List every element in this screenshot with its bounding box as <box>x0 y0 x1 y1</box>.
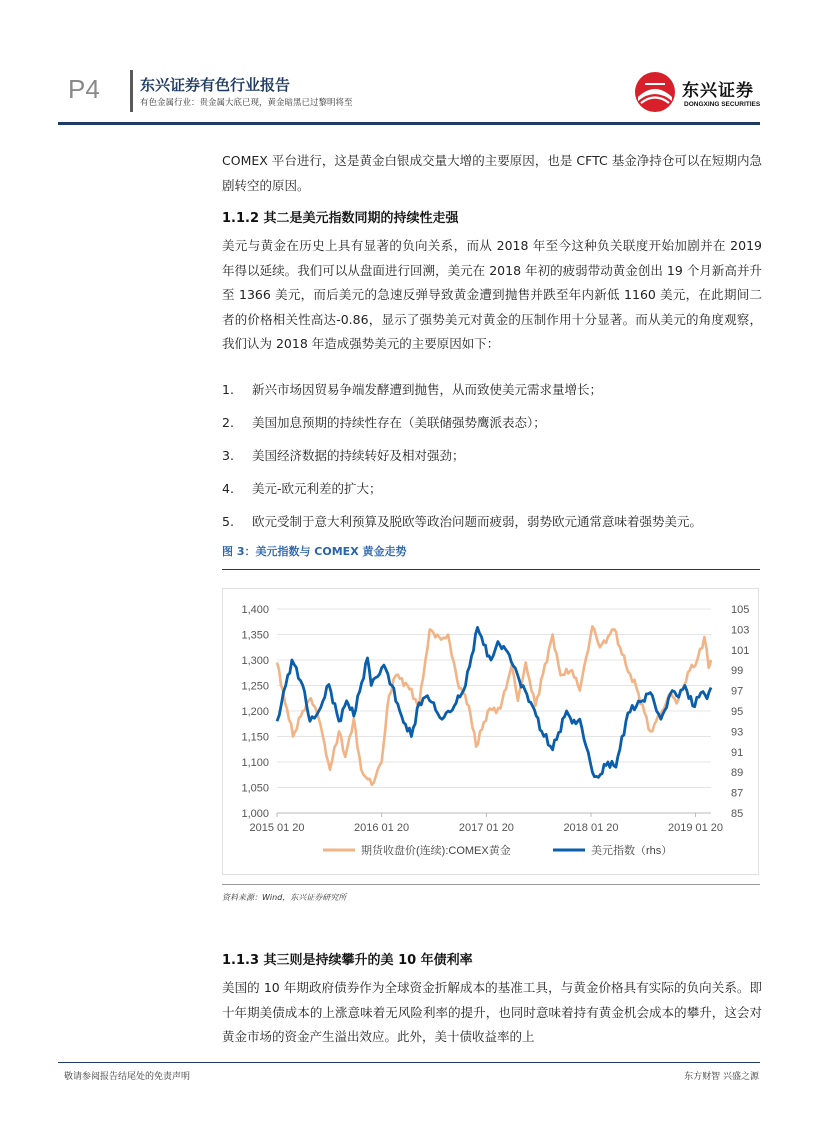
report-title: 东兴证券有色行业报告 <box>140 76 291 94</box>
list-item-text: 欧元受制于意大利预算及脱欧等政治问题而疲弱，弱势欧元通常意味着强势美元。 <box>252 514 703 529</box>
footer-disclaimer: 敬请参阅报告结尾处的免责声明 <box>64 1072 191 1082</box>
y-left-tick-label: 1,350 <box>241 629 269 642</box>
list-item-text: 美元-欧元利差的扩大； <box>252 481 382 496</box>
legend-label: 美元指数（rhs） <box>591 845 673 857</box>
x-tick-label: 2018 01 20 <box>563 822 619 834</box>
y-left-tick-label: 1,250 <box>241 680 269 693</box>
y-right-tick-label: 91 <box>731 746 744 759</box>
list-item-number: 4. <box>222 481 234 496</box>
list-item-number: 5. <box>222 514 234 529</box>
list-item-number: 3. <box>222 448 234 463</box>
dongxing-logo-icon <box>632 70 678 114</box>
y-left-tick-label: 1,200 <box>241 706 269 718</box>
list-item <box>222 512 767 530</box>
series-line <box>277 627 711 777</box>
usd-index-vs-gold-chart <box>223 589 758 874</box>
y-right-tick-label: 105 <box>731 604 750 616</box>
section-1-1-2-paragraph: 美元与黄金在历史上具有显著的负向关系，而从 2018 年至今这种负关联度开始加剧并在 2019 年得以延续。我们可以从盘面进行回溯，美元在 2018 年初的疲弱带动黄金创出 19 个月新高并升至 1366 美元，而后美元的急速反弹导致黄金遭到抛售并跌至年内新低 1160 美元，在此期间二者的价格相关性高达-0.86，显示了强势美元对黄金的压制作用十分显著。而从美元的角度观察，我们认为 2018 年造成强势美元的主要原因如下： <box>222 238 762 351</box>
section-heading-1-1-3: 1.1.3 其三则是持续攀升的美 10 年债利率 <box>222 953 473 968</box>
list-item-text: 美国加息预期的持续性存在（美联储强势鹰派表态）； <box>252 415 546 430</box>
section-1-1-3-paragraph: 美国的 10 年期政府债券作为全球资金折解成本的基准工具，与黄金价格具有实际的负向关系。即十年期美债成本的上涨意味着无风险利率的提升，也同时意味着持有黄金机会成本的攀升，这会对黄金市场的资金产生溢出效应。此外，美十债收益率的上 <box>222 980 762 1044</box>
y-right-tick-label: 101 <box>731 644 750 657</box>
x-tick-label: 2015 01 20 <box>249 822 305 834</box>
header-divider <box>130 70 133 112</box>
y-left-tick-label: 1,000 <box>241 808 269 820</box>
y-right-tick-label: 89 <box>731 767 744 780</box>
y-right-tick-label: 93 <box>731 726 744 739</box>
list-item <box>222 479 767 497</box>
logo-english-name: DONGXING SECURITIES <box>684 101 761 108</box>
y-left-tick-label: 1,100 <box>241 757 269 769</box>
logo-name: 东兴证券 <box>682 81 754 101</box>
y-right-tick-label: 87 <box>731 787 744 800</box>
header-rule <box>58 122 760 125</box>
company-logo <box>632 70 762 114</box>
report-subtitle: 有色金属行业：贵金属大底已现，黄金暗黑已过黎明将至 <box>140 98 353 108</box>
figure-title: 图 3：美元指数与 COMEX 黄金走势 <box>222 545 407 558</box>
intro-paragraph: COMEX 平台进行，这是黄金白银成交量大增的主要原因，也是 CFTC 基金净持仓可以在短期内急剧转空的原因。 <box>222 153 762 193</box>
x-tick-label: 2017 01 20 <box>458 822 514 834</box>
footer-slogan: 东方财智 兴盛之源 <box>684 1072 759 1082</box>
list-item-text: 新兴市场因贸易争端发酵遭到抛售，从而致使美元需求量增长； <box>252 382 603 397</box>
list-item <box>222 413 767 431</box>
list-item <box>222 380 767 398</box>
chart-frame <box>222 588 759 875</box>
x-tick-label: 2016 01 20 <box>354 822 410 834</box>
list-item-number: 1. <box>222 382 234 397</box>
x-tick-label: 2019 01 20 <box>667 822 724 834</box>
section-heading-1-1-2: 1.1.2 其二是美元指数同期的持续性走强 <box>222 211 459 226</box>
y-right-tick-label: 103 <box>731 624 750 637</box>
legend-label: 期货收盘价(连续):COMEX黄金 <box>361 845 511 857</box>
figure-source: 资料来源：Wind，东兴证券研究所 <box>222 893 347 902</box>
y-left-tick-label: 1,050 <box>241 782 269 795</box>
y-left-tick-label: 1,150 <box>241 731 269 744</box>
y-right-tick-label: 85 <box>731 808 744 820</box>
figure-top-rule <box>222 569 760 570</box>
y-right-tick-label: 95 <box>731 706 744 718</box>
list-item-number: 2. <box>222 415 234 430</box>
figure-bottom-rule <box>222 884 760 885</box>
y-left-tick-label: 1,400 <box>241 604 269 616</box>
list-item <box>222 446 767 464</box>
footer-rule <box>58 1062 760 1063</box>
list-item-text: 美国经济数据的持续转好及相对强劲； <box>252 448 465 463</box>
y-right-tick-label: 97 <box>731 685 744 698</box>
page-number: P4 <box>68 74 100 104</box>
y-right-tick-label: 99 <box>731 665 744 678</box>
y-left-tick-label: 1,300 <box>241 655 269 667</box>
